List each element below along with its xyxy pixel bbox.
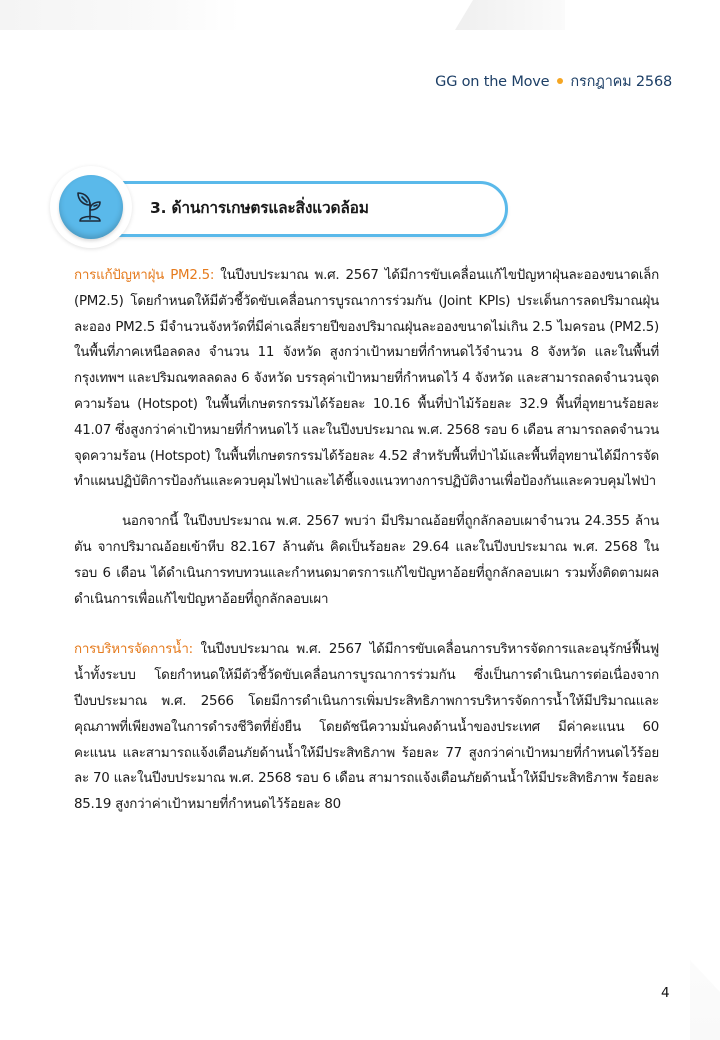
article-body	[74, 263, 659, 818]
plant-sprout-icon	[75, 189, 107, 225]
bullet-dot-icon	[557, 78, 563, 84]
running-header	[435, 70, 672, 93]
decorative-shape-top-right	[455, 0, 565, 30]
paragraph-text: นอกจากนี้ ในปีงบประมาณ พ.ศ. 2567 พบว่า มีปริมาณอ้อยที่ถูกลักลอบเผาจำนวน 24.355 ล้านตัน จากปริมาณอ้อยเข้าหีบ 82.167 ล้านตัน คิดเป็นร้อยละ 29.64 และในปีงบประมาณ พ.ศ. 2568 ในรอบ 6 เดือน ได้ดำเนินการทบทวนและกำหนดมาตรการแก้ไขปัญหาอ้อยที่ถูกลักลอบเผา รวมทั้งติดตามผลดำเนินการเพื่อแก้ไขปัญหาอ้อยที่ถูกลักลอบเผา	[74, 514, 659, 607]
paragraph-text: ในปีงบประมาณ พ.ศ. 2567 ได้มีการขับเคลื่อนแก้ไขปัญหาฝุ่นละอองขนาดเล็ก (PM2.5) โดยกำหนดให้มีตัวชี้วัดขับเคลื่อนการบูรณาการร่วมกัน (Joint KPIs) ประเด็นการลดปริมาณฝุ่นละออง PM2.5 มีจำนวนจังหวัดที่มีค่าเฉลี่ยรายปีของปริมาณฝุ่นละอองขนาดไม่เกิน 2.5 ไมครอน (PM2.5) ในพื้นที่ภาคเหนือลดลง จำนวน 11 จังหวัด สูงกว่าเป้าหมายที่กำหนดไว้จำนวน 8 จังหวัด และในพื้นที่กรุงเทพฯ และปริมณฑลลดลง 6 จังหวัด บรรลุค่าเป้าหมายที่กำหนดไว้ 4 จังหวัด และสามารถลดจำนวนจุดความร้อน (Hotspot) ในพื้นที่เกษตรกรรมได้ร้อยละ 10.16 พื้นที่ป่าไม้ร้อยละ 32.9 พื้นที่อุทยานร้อยละ 41.07 ซึ่งสูงกว่าค่าเป้าหมายที่กำหนดไว้ และในปีงบประมาณ พ.ศ. 2568 รอบ 6 เดือน สามารถลดจำนวนจุดความร้อน (Hotspot) ในพื้นที่เกษตรกรรมได้ร้อยละ 4.52 สำหรับพื้นที่ป่าไม้และพื้นที่อุทยานได้มีการจัดทำแผนปฏิบัติการป้องกันและควบคุมไฟป่าและได้ชี้แจงแนวทางการปฏิบัติงานเพื่อป้องกันและควบคุมไฟป่า	[74, 268, 659, 490]
paragraph-pm25	[74, 263, 659, 495]
decorative-shape-bottom-right	[690, 960, 720, 1040]
issue-date: กรกฎาคม 2568	[570, 74, 672, 90]
page-number: 4	[661, 985, 670, 1001]
section-banner	[50, 170, 510, 250]
section-title: 3. ด้านการเกษตรและสิ่งแวดล้อม	[150, 199, 369, 217]
section-icon-badge	[50, 166, 132, 248]
publication-name: GG on the Move	[435, 74, 550, 90]
decorative-shape-top-left	[0, 0, 240, 30]
paragraph-text: ในปีงบประมาณ พ.ศ. 2567 ได้มีการขับเคลื่อนการบริหารจัดการและอนุรักษ์ฟื้นฟูน้ำทั้งระบบ โดยกำหนดให้มีตัวชี้วัดขับเคลื่อนการบูรณาการร่วมกัน ซึ่งเป็นการดำเนินการต่อเนื่องจากปีงบประมาณ พ.ศ. 2566 โดยมีการดำเนินการเพิ่มประสิทธิภาพการบริหารจัดการน้ำให้มีปริมาณและคุณภาพที่เพียงพอในการดำรงชีวิตที่ยั่งยืน โดยดัชนีความมั่นคงด้านน้ำของประเทศ มีค่าคะแนน 60 คะแนน และสามารถแจ้งเตือนภัยด้านน้ำให้มีประสิทธิภาพ ร้อยละ 77 สูงกว่าค่าเป้าหมายที่กำหนดไว้ร้อยละ 70 และในปีงบประมาณ พ.ศ. 2568 รอบ 6 เดือน สามารถแจ้งเตือนภัยด้านน้ำให้มีประสิทธิภาพ ร้อยละ 85.19 สูงกว่าค่าเป้าหมายที่กำหนดไว้ร้อยละ 80	[74, 642, 659, 813]
paragraph-sugarcane-burning	[74, 509, 659, 612]
paragraph-lead-water: การบริหารจัดการน้ำ:	[74, 642, 193, 658]
paragraph-lead-pm25: การแก้ปัญหาฝุ่น PM2.5:	[74, 268, 215, 283]
paragraph-water-management	[74, 637, 659, 818]
